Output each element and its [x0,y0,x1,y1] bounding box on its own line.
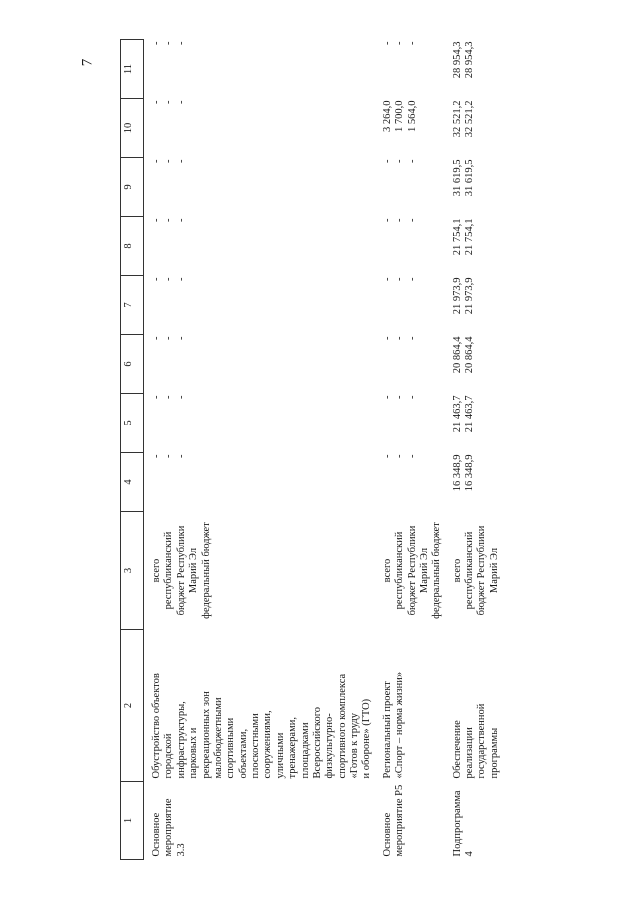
value: - [175,277,187,281]
column-header: 4 [121,453,144,512]
event-description-cell [381,630,445,782]
value: - [381,454,393,458]
event-name-cell [381,782,445,860]
value-cell [451,217,503,276]
value: - [151,336,162,340]
value: - [175,454,187,458]
value-cell [381,217,445,276]
value: - [381,277,393,281]
funding-source: всего [381,558,393,583]
event-name-cell [451,782,503,860]
value: 20 864,4 [451,336,463,374]
value: 32 521,2 [464,100,475,138]
column-header: 10 [121,99,144,158]
value-cell [451,158,503,217]
value: - [151,454,162,458]
table-row [451,40,503,860]
value-cell [381,335,445,394]
value: 16 348,9 [464,454,475,492]
value: - [175,336,187,340]
value: - [381,41,393,45]
value: - [406,41,418,45]
funding-source: республиканский бюджет Республики Марий Эл [394,525,430,616]
value: - [406,277,418,281]
value-cell [381,276,445,335]
funding-source: всего [451,558,463,583]
event-description-cell [451,630,503,782]
description-line: программы [488,727,500,779]
value-cell [451,276,503,335]
value: - [406,395,418,399]
description-line: Всероссийского [311,706,323,779]
value: - [406,218,418,222]
value: 21 973,9 [451,277,463,315]
description-line: спортивными [225,717,237,779]
value: - [163,454,175,458]
value: - [175,100,187,104]
description-line: уличными [274,732,286,779]
value: - [381,218,393,222]
column-header: 7 [121,276,144,335]
value: - [406,336,418,340]
value-cell [381,99,445,158]
value-cell [451,335,503,394]
column-header: 5 [121,394,144,453]
value: - [394,336,406,340]
description-line: физкультурно- [324,713,336,779]
value: - [394,159,406,163]
value-cell [150,276,375,335]
value-cell [381,40,445,99]
event-name: Основное мероприятие 3.3 [151,798,187,857]
value: - [394,218,406,222]
description-line: спортивного комплекса [336,673,348,779]
value: 16 348,9 [451,454,463,492]
description-line: Региональный проект [381,681,393,779]
column-header: 9 [121,158,144,217]
column-header: 6 [121,335,144,394]
value: - [394,41,406,45]
value-cell [451,394,503,453]
column-number-row [121,40,144,860]
value: - [163,336,175,340]
event-description-cell [150,630,375,782]
value: - [163,395,175,399]
value-cell [150,217,375,276]
funding-source: федеральный бюджет [431,522,443,619]
funding-source: всего [151,558,162,583]
value-cell [451,40,503,99]
description-line: и обороне» (ГТО) [361,698,373,779]
description-line: «Готов к труду [349,712,360,779]
description-line: Обеспечение [451,720,463,779]
description-line: тренажерами, [287,717,299,779]
value: 21 754,1 [464,218,475,256]
table-row [381,40,445,860]
value-cell [150,99,375,158]
value-cell [451,99,503,158]
value-cell [150,394,375,453]
value-cell [381,158,445,217]
table-row [150,40,375,860]
value: - [394,395,406,399]
page-number: 7 [79,58,96,67]
value: 21 973,9 [464,277,475,315]
description-line: плоскостными [250,713,261,779]
value: - [163,277,175,281]
description-line: государственной [476,703,488,779]
description-line: парковых и [188,727,200,779]
value: - [151,159,162,163]
column-header: 3 [121,512,144,630]
column-header: 2 [121,630,144,782]
value: - [381,336,393,340]
value: 1 564,0 [406,100,418,132]
description-line: городской [163,733,175,779]
funding-source-cell [451,512,503,630]
value: - [151,277,162,281]
value: - [151,395,162,399]
value: - [163,159,175,163]
value: 1 700,0 [394,100,406,132]
description-line: реализации [464,727,475,779]
value: - [175,395,187,399]
value: 32 521,2 [451,100,463,138]
value: 28 954,3 [464,41,475,79]
event-name: Подпрограмма 4 [451,790,475,857]
description-line: объектами, [237,728,249,779]
value-cell [381,394,445,453]
value-cell [150,40,375,99]
value: - [406,159,418,163]
event-name-cell [150,782,375,860]
value-cell [451,453,503,512]
value-cell [381,453,445,512]
description-line: малобюджетными [212,697,224,779]
funding-source-cell [381,512,445,630]
funding-source: федеральный бюджет [200,522,212,619]
description-line: сооружениями, [262,710,274,779]
description-line: рекреационных зон [200,691,212,779]
funding-source: республиканский бюджет Республики Марий Эл [163,525,200,616]
value: 31 619,5 [451,159,463,197]
column-header: 11 [121,40,144,99]
value: 31 619,5 [464,159,475,197]
value: 28 954,3 [451,41,463,79]
description-line: «Спорт – норма жизни» [394,671,406,779]
funding-source: республиканский бюджет Республики Марий Эл [464,525,500,616]
description-line: Обустройство объектов [151,673,162,779]
value: - [163,218,175,222]
value: 3 264,0 [381,100,393,132]
column-header: 1 [121,782,144,860]
column-header: 8 [121,217,144,276]
value: - [381,395,393,399]
value: 21 463,7 [464,395,475,433]
budget-table [120,39,502,860]
value: 20 864,4 [464,336,475,374]
value-cell [150,158,375,217]
funding-source-cell [150,512,375,630]
value: - [406,454,418,458]
description-line: площадками [299,722,311,779]
rotated-table-container [120,40,639,860]
value: 21 463,7 [451,395,463,433]
value-cell [150,453,375,512]
value: - [175,41,187,45]
value: - [163,100,175,104]
value: - [163,41,175,45]
value: - [381,159,393,163]
table-body [144,40,503,860]
value: - [175,218,187,222]
value: - [175,159,187,163]
event-name: Основное мероприятие Р5 [381,784,406,857]
value: - [394,454,406,458]
description-line: инфраструктуры, [175,701,187,779]
value: - [151,218,162,222]
value: - [151,41,162,45]
value: - [394,277,406,281]
value: 21 754,1 [451,218,463,256]
value-cell [150,335,375,394]
value: - [151,100,162,104]
